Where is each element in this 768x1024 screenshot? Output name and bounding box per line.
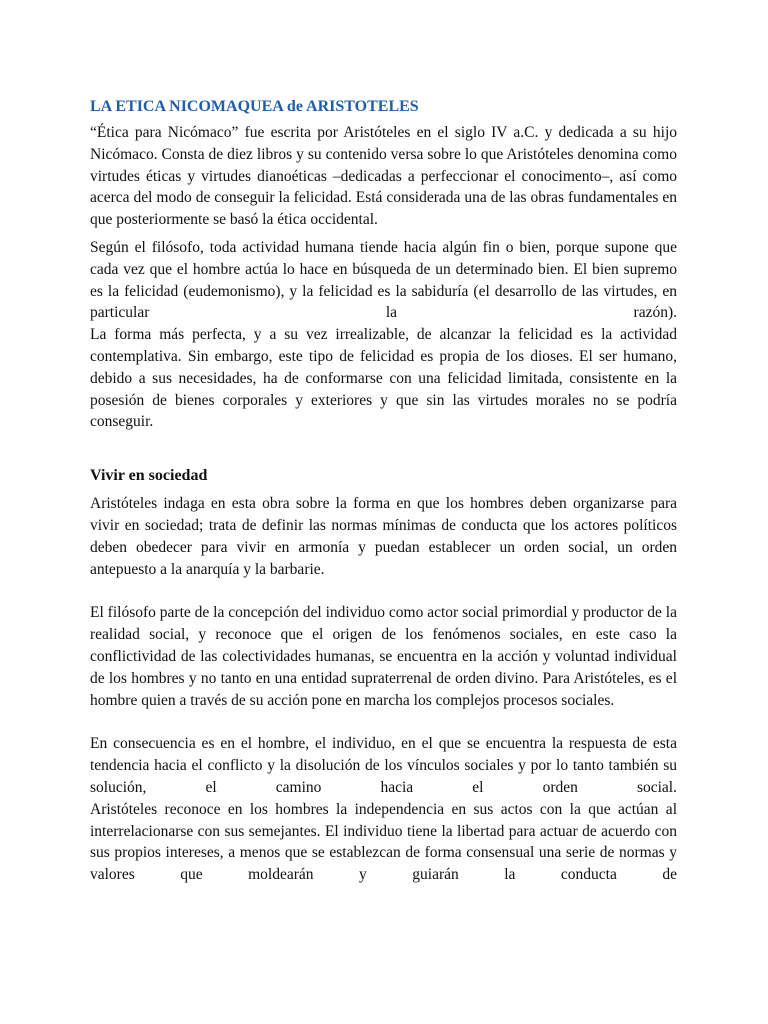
paragraph-5b: Aristóteles reconoce en los hombres la independencia en sus actos con la que actúan al interrelacionarse con sus semejantes. El individuo tiene la libertad para actuar de acuerdo con sus propios intereses, a menos que se establezcan de forma consensual una serie de normas y valores que moldearán y guiarán la conducta de bbox=[90, 800, 677, 884]
document-page bbox=[90, 96, 677, 886]
paragraph-4: El filósofo parte de la concepción del individuo como actor social primordial y productor de la realidad social, y reconoce que el origen de los fenómenos sociales, en este caso la conflictividad de las colectividades humanas, se encuentra en la acción y voluntad individual de los hombres y no tanto en una entidad supraterrenal de orden divino. Para Aristóteles, es el hombre quien a través de su acción pone en marcha los complejos procesos sociales. bbox=[90, 604, 677, 709]
paragraph-1: “Ética para Nicómaco” fue escrita por Aristóteles en el siglo IV a.C. y dedicada a su hijo Nicómaco. Consta de diez libros y su contenido versa sobre lo que Aristóteles denomina como virtudes éticas y virtudes dianoéticas –dedicadas a perfeccionar el conocimento–, así como acerca del modo de conseguir la felicidad. Está considerada una de las obras fundamentales en que posteriormente se basó la ética occidental. bbox=[90, 124, 677, 229]
paragraph-2a: Según el filósofo, toda actividad humana tiende hacia algún fin o bien, porque supone que cada vez que el hombre actúa lo hace en búsqueda de un determinado bien. El bien supremo es la felicidad (eudemonismo), y la felicidad es la sabiduría (el desarrollo de las virtudes, en particular la razón). bbox=[90, 238, 677, 322]
paragraph-3: Aristóteles indaga en esta obra sobre la forma en que los hombres deben organizarse para vivir en sociedad; trata de definir las normas mínimas de conducta que los actores políticos deben obedecer para vivir en armonía y puedan establecer un orden social, un orden antepuesto a la anarquía y la barbarie. bbox=[90, 495, 677, 578]
section-heading: Vivir en sociedad bbox=[90, 467, 208, 485]
paragraph-2b: La forma más perfecta, y a su vez irrealizable, de alcanzar la felicidad es la actividad contemplativa. Sin embargo, este tipo de felicidad es propia de los dioses. El ser humano, debido a sus necesidades, ha de conformarse con una felicidad limitada, consistente en la posesión de bienes corporales y exteriores y que sin las virtudes morales no se podría conseguir. bbox=[90, 326, 677, 431]
document-title: LA ETICA NICOMAQUEA de ARISTOTELES bbox=[90, 98, 419, 115]
paragraph-5a: En consecuencia es en el hombre, el individuo, en el que se encuentra la respuesta de esta tendencia hacia el conflicto y la disolución de los vínculos sociales y por lo tanto también su solución, el camino hacia el orden social. bbox=[90, 735, 677, 796]
